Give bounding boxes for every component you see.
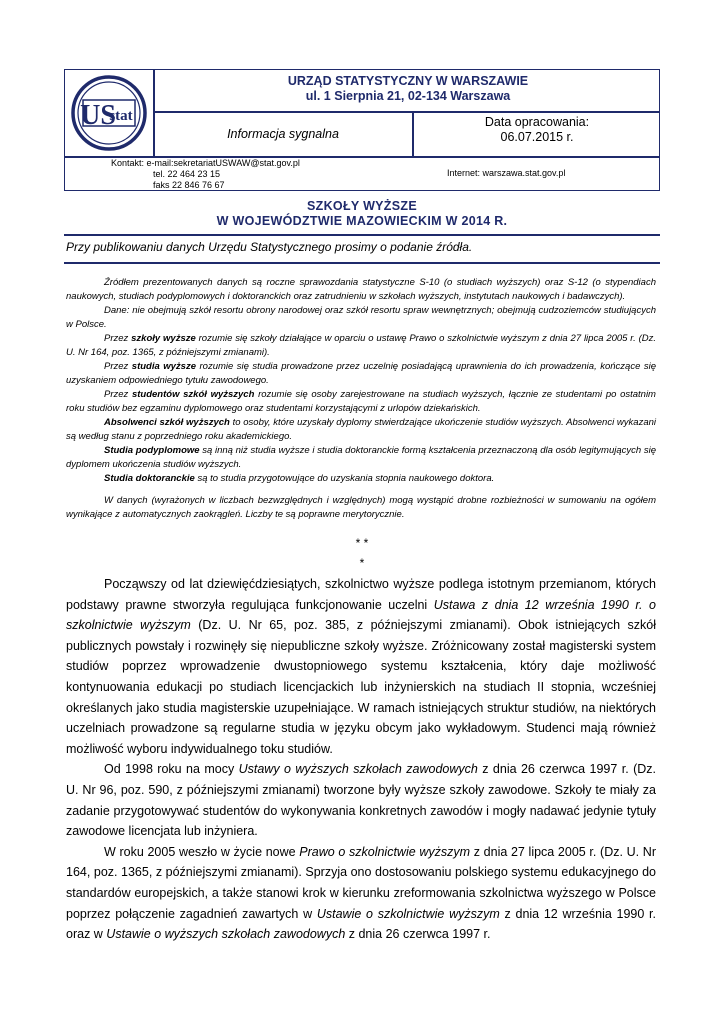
separator-star: *	[359, 556, 365, 570]
logo-stat-text: stat	[109, 108, 133, 124]
date-label: Data opracowania:	[484, 115, 590, 129]
methodology-notes	[66, 276, 656, 522]
document-title	[64, 199, 660, 229]
title-line-2: W WOJEWÓDZTWIE MAZOWIECKIM W 2014 R.	[216, 214, 508, 228]
header-box	[64, 69, 660, 191]
body-text	[66, 574, 656, 945]
law-title: Ustawie o wyższych szkołach zawodowych	[106, 927, 346, 942]
term: szkoły wyższe	[131, 333, 196, 344]
body-paragraph: Od 1998 roku na mocy Ustawy o wyższych szkołach zawodowych z dnia 26 czerwca 1997 r. (Dz. U. Nr 96, poz. 590, z późniejszymi zmianami) tworzone były wyższe szkoły zawodowe. Szkoły te miały za zadanie przygotowywać studentów do wykonywania konkretnych zawodów i mogły nadawać jedynie tytuły zawodowe licencjata lub inżyniera.	[66, 762, 657, 839]
info-type: Informacja sygnalna	[227, 127, 339, 141]
contact-fax: faks 22 846 76 67	[153, 180, 225, 190]
date-value: 06.07.2015 r.	[500, 130, 574, 144]
term: Studia doktoranckie	[104, 473, 195, 484]
office-name: URZĄD STATYSTYCZNY W WARSZAWIE	[287, 74, 529, 88]
contact-email: Kontakt: e-mail:sekretariatUSWAW@stat.gov.pl	[111, 158, 300, 168]
divider	[412, 111, 414, 156]
law-title: Ustawie o szkolnictwie wyższym	[316, 906, 500, 921]
contact-tel: tel. 22 464 23 15	[153, 169, 221, 179]
note-paragraph: Studia podyplomowe są inną niż studia wyższe i studia doktoranckie formą kształcenia przeznaczoną dla osób legitymujących się dyplomem ukończenia studiów wyższych.	[66, 445, 656, 470]
ustat-logo	[69, 74, 149, 152]
contact-block	[111, 158, 300, 191]
note-paragraph: Studia doktoranckie są to studia przygotowujące do uzyskania stopnia naukowego doktora.	[104, 473, 495, 484]
citation-note: Przy publikowaniu danych Urzędu Statystycznego prosimy o podanie źródła.	[66, 240, 473, 254]
law-title: Ustawy o wyższych szkołach zawodowych	[238, 762, 478, 777]
logo-us-text: US	[80, 100, 116, 131]
title-line-1: SZKOŁY WYŻSZE	[307, 199, 417, 213]
note-paragraph: W danych (wyrażonych w liczbach bezwzględnych i względnych) mogą wystąpić drobne rozbieżności w sumowaniu na ogółem wynikające z automatycznych zaokrągleń. Liczby te są poprawne merytorycznie.	[66, 495, 656, 520]
divider	[64, 234, 660, 236]
note-paragraph: Przez studia wyższe rozumie się studia prowadzone przez uczelnię posiadającą uprawnienia do ich prowadzenia, kończące się uzyskaniem odpowiedniego tytułu zawodowego.	[66, 361, 656, 386]
term: Studia podyplomowe	[104, 445, 200, 456]
note-paragraph: Przez szkoły wyższe rozumie się szkoły działające w oparciu o ustawę Prawo o szkolnictwie wyższym z dnia 27 lipca 2005 r. (Dz. U. Nr 164, poz. 1365, z późniejszymi zmianami).	[66, 333, 657, 358]
note-paragraph: Dane: nie obejmują szkół resortu obrony narodowej oraz szkół resortu spraw wewnętrznych; obejmują cudzoziemców studiujących w Polsce.	[66, 305, 656, 330]
law-title: Ustawa z dnia 12 września 1990 r. o szkolnictwie wyższym	[66, 597, 656, 633]
office-address: ul. 1 Sierpnia 21, 02-134 Warszawa	[305, 89, 511, 103]
body-paragraph: W roku 2005 weszło w życie nowe Prawo o szkolnictwie wyższym z dnia 27 lipca 2005 r. (Dz. U. Nr 164, poz. 1365, z późniejszymi zmianami). Sprzyja ono dostosowaniu polskiego systemu edukacyjnego do standardów europejskich, a także stanowi krok w kierunku zreformowania szkolnictwa wyższego w Polsce poprzez połączenie zagadnień zawartych w Ustawie o szkolnictwie wyższym z dnia 12 września 1990 r. oraz w Ustawie o wyższych szkołach zawodowych z dnia 26 czerwca 1997 r.	[66, 844, 656, 942]
term: studia wyższe	[131, 361, 196, 372]
note-paragraph: Źródłem prezentowanych danych są roczne sprawozdania statystyczne S-10 (o studiach wyższych) oraz S-12 (o stypendiach naukowych, studiach podyplomowych i doktoranckich oraz zatrudnieniu w szkołach wyższych, instytutach naukowych i badawczych).	[66, 277, 656, 302]
body-paragraph: Począwszy od lat dziewięćdziesiątych, szkolnictwo wyższe podlega istotnym przemianom, których podstawy prawne stworzyła regulująca funkcjonowanie uczelni Ustawa z dnia 12 września 1990 r. o szkolnictwie wyższym (Dz. U. Nr 65, poz. 385, z późniejszymi zmianami). Obok istniejących szkół publicznych powstały i rozwinęły się niepubliczne szkoły wyższe. Zróżnicowany został magisterski system studiów poprzez wprowadzenie dwustopniowego systemu kształcenia, który daje możliwość kontynuowania edukacji po studiach licencjackich lub inżynierskich na studiach II stopnia, wcześniej określanych jako studia magisterskie uzupełniające. W ramach istniejących struktur studiów, na niektórych uczelniach prowadzone są regularne studia w języku obcym jako wykładowym. Studenci mają również możliwość wyboru indywidualnego toku studiów.	[66, 577, 656, 756]
note-paragraph: Absolwenci szkół wyższych to osoby, które uzyskały dyplomy stwierdzające ukończenie studiów wyższych. Absolwenci wykazani są według stanu z poprzedniego roku akademickiego.	[66, 417, 656, 442]
internet-link: Internet: warszawa.stat.gov.pl	[447, 168, 566, 178]
date-block	[415, 115, 659, 145]
term: studentów szkół wyższych	[131, 389, 255, 400]
law-title: Prawo o szkolnictwie wyższym	[299, 844, 471, 859]
note-paragraph: Przez studentów szkół wyższych rozumie się osoby zarejestrowane na studiach wyższych, łącznie ze studentami po ostatnim roku studiów bez egzaminu dyplomowego oraz studentami korzystającymi z urlopów dziekańskich.	[66, 389, 656, 414]
term: Absolwenci szkół wyższych	[104, 417, 230, 428]
divider	[64, 262, 660, 264]
office-block	[155, 74, 661, 104]
separator-stars: * *	[355, 536, 369, 550]
